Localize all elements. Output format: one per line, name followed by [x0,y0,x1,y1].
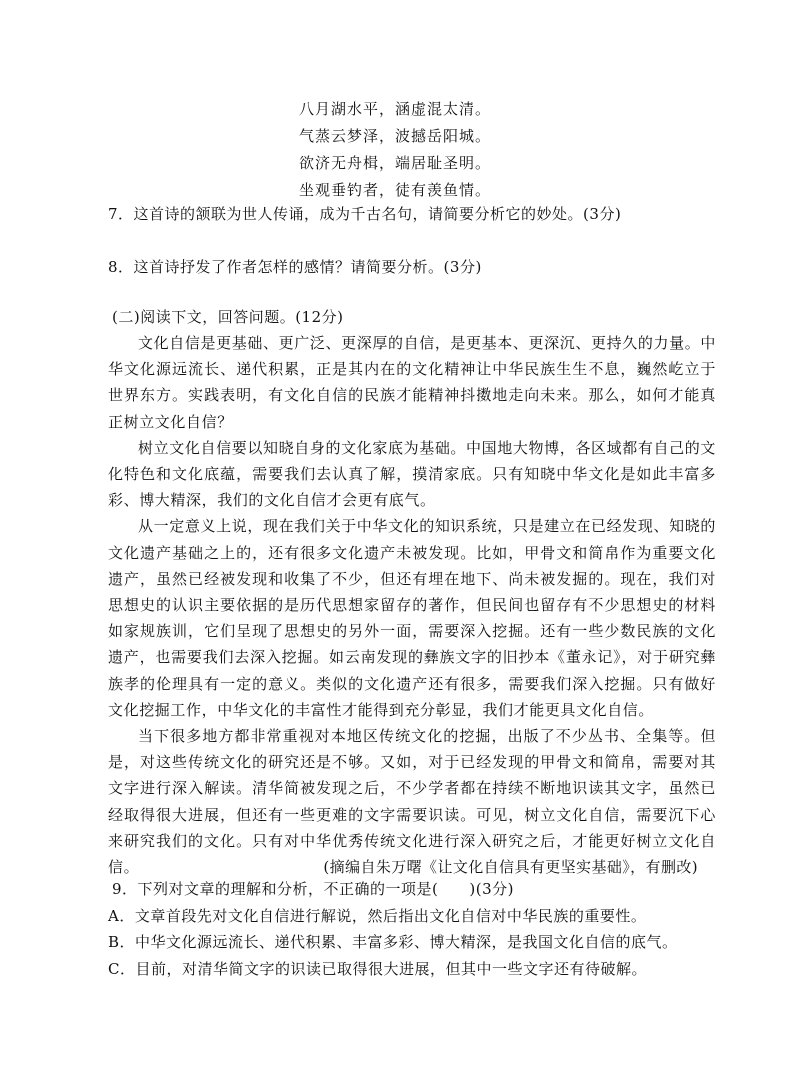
passage-paragraph: 当下很多地方都非常重视对本地区传统文化的挖掘，出版了不少丛书、全集等。但是，对这些传统文化的研究还是不够。又如，对于已经发现的甲骨文和简帛，需要对其文字进行深入解读。清华简被发现之后，不少学者都在持续不断地识读其文字，虽然已经取得很大进展，但还有一些更难的文字需要识读。可见，树立文化自信，需要沉下心来研究我们的文化。只有对中华优秀传统文化进行深入研究之后，才能更好树立文化自信。 [108,727,716,877]
option-b: B．中华文化源远流长、递代积累、丰富多彩、博大精深，是我国文化自信的底气。 [108,933,678,951]
passage-paragraph: 从一定意义上说，现在我们关于中华文化的知识系统，只是建立在已经发现、知晓的文化遗产基础之上的，还有很多文化遗产未被发现。比如，甲骨文和简帛作为重要文化遗产，虽然已经被发现和收集了不少，但还有埋在地下、尚未被发掘的。现在，我们对思想史的认识主要依据的是历代思想家留存的著作，但民间也留存有不少思想史的材料如家规族训，它们呈现了思想史的另外一面，需要深入挖掘。还有一些少数民族的文化遗产，也需要我们去深入挖掘。如云南发现的彝族文字的旧抄本《董永记》，对于研究彝族孝的伦理具有一定的意义。类似的文化遗产还有很多，需要我们深入挖掘。只有做好文化挖掘工作，中华文化的丰富性才能得到充分彰显，我们才能更具文化自信。 [108,517,716,719]
reading-passage [108,330,716,880]
poem-line: 气蒸云梦泽，波撼岳阳城。 [298,127,491,145]
poem-line: 坐观垂钓者，徒有羡鱼情。 [298,181,491,199]
poem-line: 欲济无舟楫，端居耻圣明。 [298,154,491,172]
passage-paragraph: 树立文化自信要以知晓自身的文化家底为基础。中国地大物博，各区域都有自己的文化特色和文化底蕴，需要我们去认真了解，摸清家底。只有知晓中华文化是如此丰富多彩、博大精深，我们的文化自信才会更有底气。 [108,438,716,510]
passage-paragraph: 文化自信是更基础、更广泛、更深厚的自信，是更基本、更深沉、更持久的力量。中华文化源远流长、递代积累，正是其内在的文化精神让中华民族生生不息，巍然屹立于世界东方。实践表明，有文化自信的民族才能精神抖擞地走向未来。那么，如何才能真正树立文化自信？ [108,334,716,431]
passage-source: (摘编自朱万曙《让文化自信具有更坚实基础》，有删改) [323,858,698,876]
poem-line: 八月湖水平，涵虚混太清。 [298,100,491,118]
question-8: 8．这首诗抒发了作者怎样的感情？请简要分析。(3分) [108,258,482,276]
option-a: A．文章首段先对文化自信进行解说，然后指出文化自信对中华民族的重要性。 [108,906,647,925]
question-9 [108,876,728,982]
section-2-heading: (二)阅读下文，回答问题。(12分) [112,308,344,326]
poem [0,96,790,204]
question-7: 7．这首诗的颔联为世人传诵，成为千古名句，请简要分析它的妙处。(3分) [108,205,622,223]
option-c: C．目前，对清华简文字的识读已取得很大进展，但其中一些文字还有待破解。 [108,959,647,978]
question-9-stem: 9．下列对文章的理解和分析，不正确的一项是( )(3分) [112,880,514,898]
